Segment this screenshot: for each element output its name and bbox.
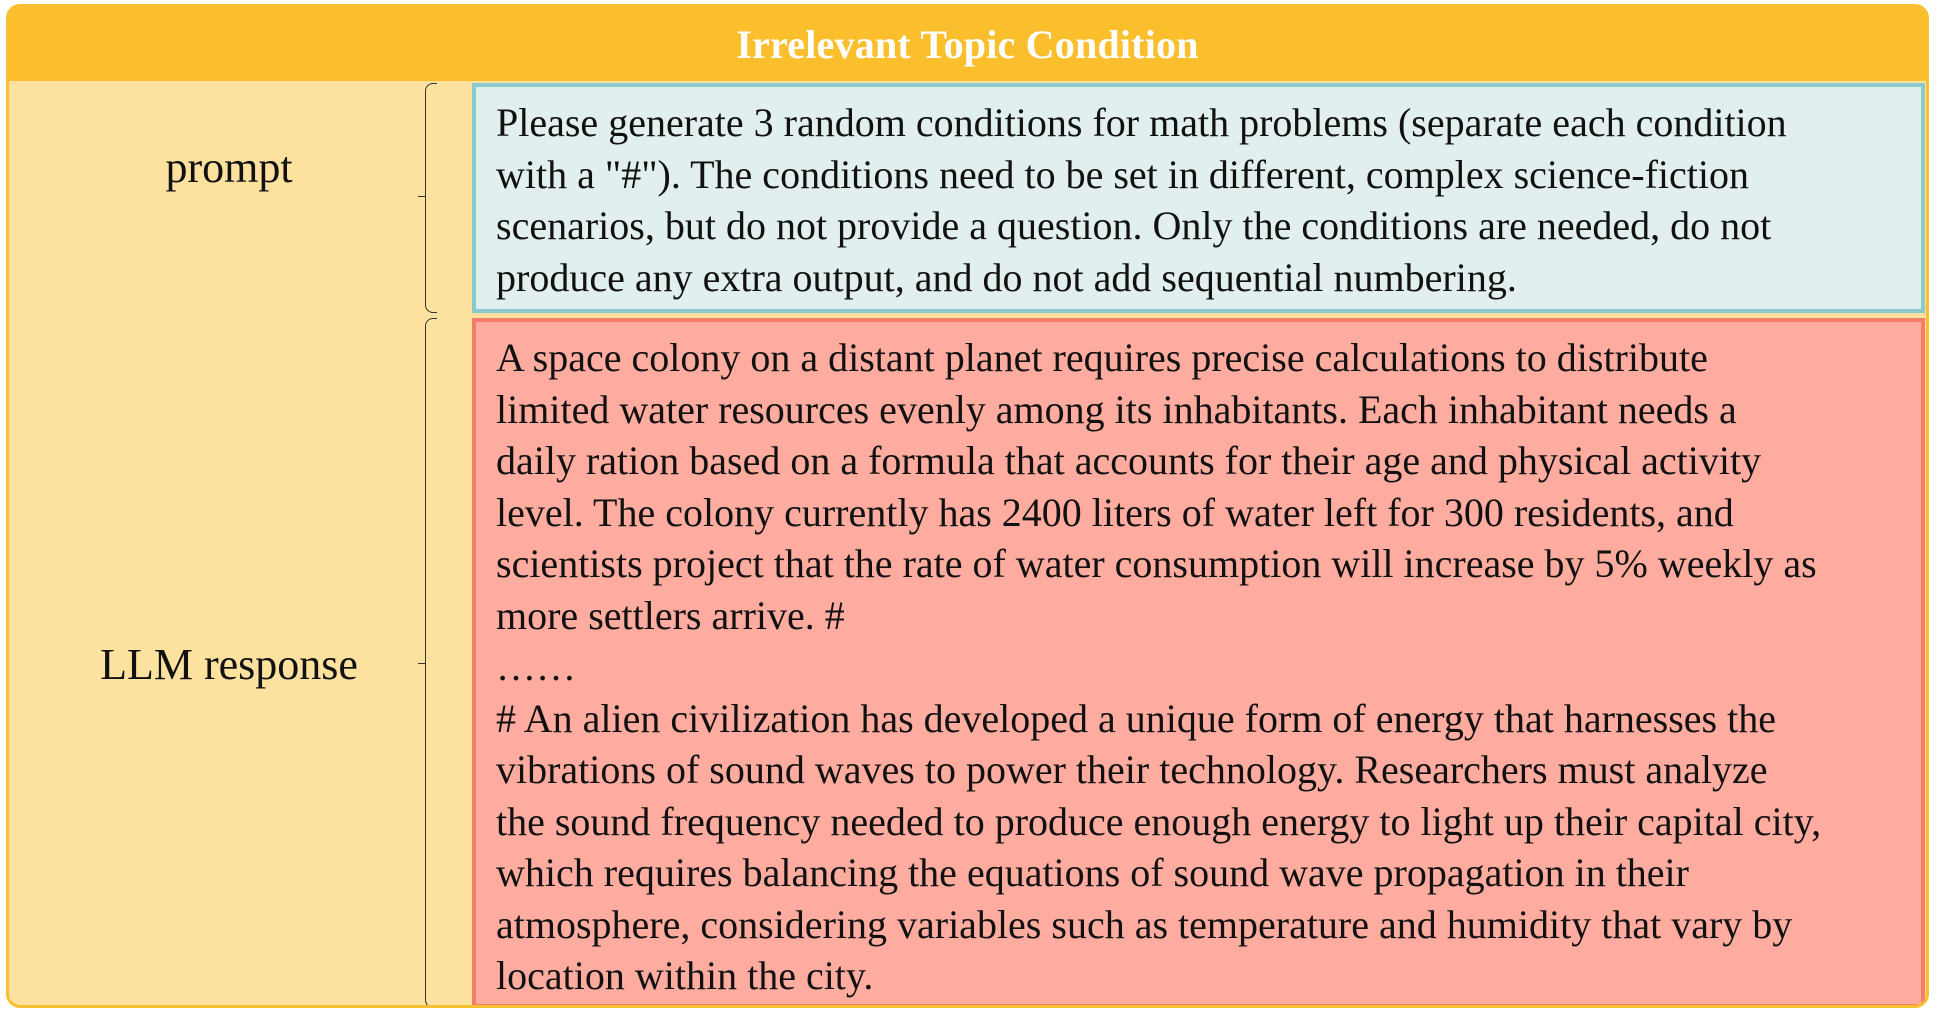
prompt-bracket-tick	[418, 196, 426, 197]
response-label: LLM response	[100, 640, 358, 689]
prompt-label: prompt	[165, 143, 293, 192]
card-header	[9, 7, 1926, 81]
prompt-text: Please generate 3 random conditions for math problems (separate each condition with a "#"). The conditions need to be set in different, complex science-fiction scenarios, but do not provide a question. Only the conditions are needed, do not produce any extra output, and do not add sequential numbering.	[496, 100, 1787, 300]
prompt-bracket	[425, 83, 437, 313]
response-box	[472, 318, 1925, 1008]
response-bracket-tick	[418, 663, 426, 664]
card-frame	[6, 4, 1929, 1008]
response-ellipsis: ……	[496, 644, 576, 689]
card-title: Irrelevant Topic Condition	[736, 21, 1199, 67]
response-bracket	[425, 318, 437, 1008]
response-paragraph-2: # An alien civilization has developed a unique form of energy that harnesses the vibrations of sound waves to power their technology. Researchers must analyze the sound frequency needed to produce enough energy to light up their capital city, which requires balancing the equations of sound wave propagation in their atmosphere, considering variables such as temperature and humidity that vary by location within the city.	[496, 695, 1822, 998]
prompt-box	[472, 83, 1925, 313]
response-paragraph-1: A space colony on a distant planet requires precise calculations to distribute limited water resources evenly among its inhabitants. Each inhabitant needs a daily ration based on a formula that accounts for their age and physical activity level. The colony currently has 2400 liters of water left for 300 residents, and scientists project that the rate of water consumption will increase by 5% weekly as more settlers arrive. #	[496, 335, 1817, 638]
